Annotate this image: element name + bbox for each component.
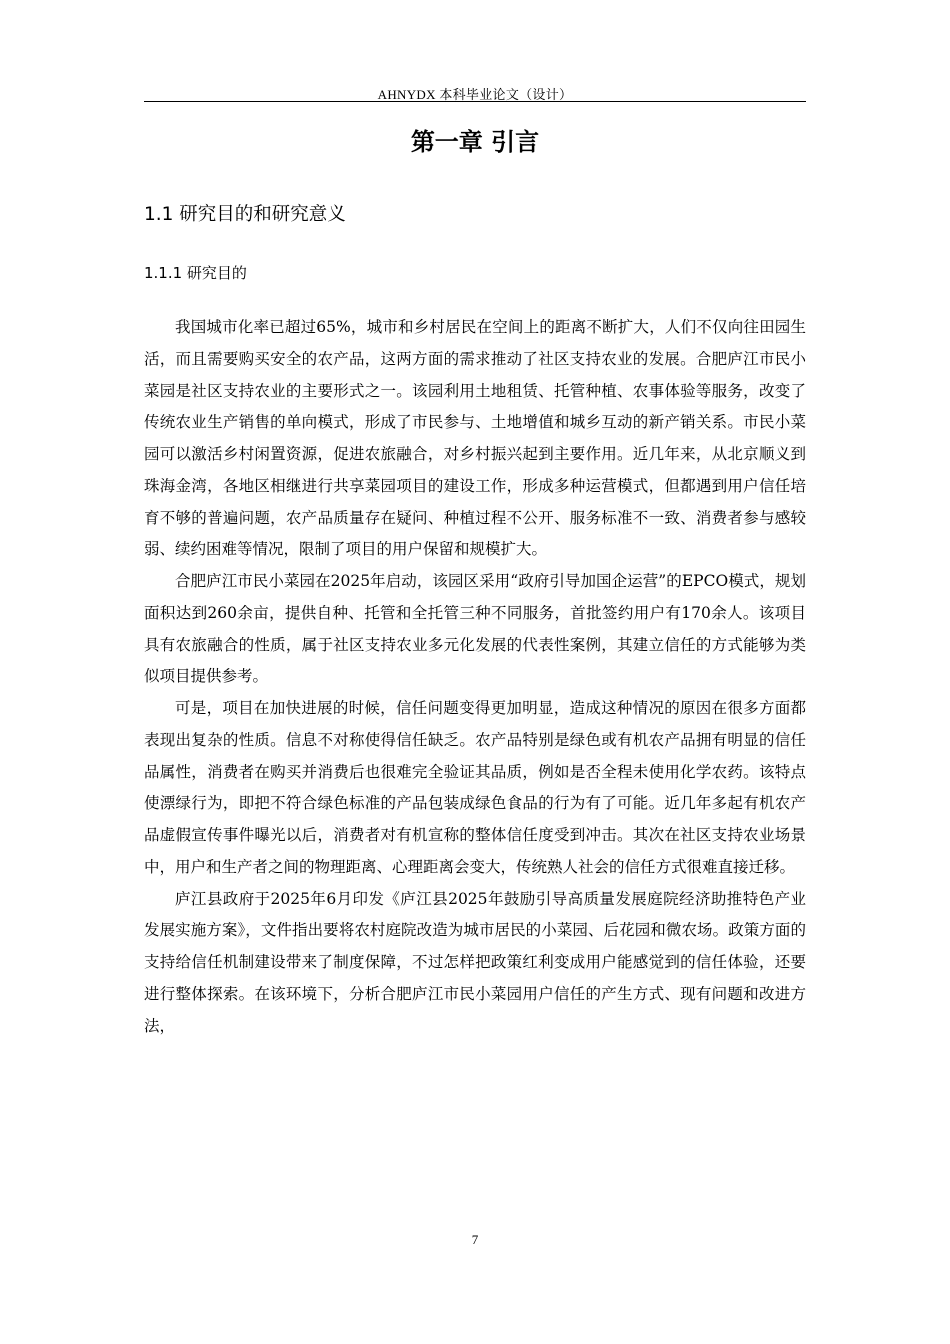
running-header: AHNYDX 本科毕业论文（设计） xyxy=(377,87,573,102)
header-rule xyxy=(144,101,806,102)
section-heading: 1.1 研究目的和研究意义 xyxy=(144,204,346,225)
paragraph: 庐江县政府于2025年6月印发《庐江县2025年鼓励引导高质量发展庭院经济助推特色产业发展实施方案》，文件指出要将农村庭院改造为城市居民的小菜园、后花园和微农场。政策方面的支持给信任机制建设带来了制度保障，不过怎样把政策红利变成用户能感觉到的信任体验，还要进行整体探索。在该环境下，分析合肥庐江市民小菜园用户信任的产生方式、现有问题和改进方法， xyxy=(144,889,806,1035)
body-text xyxy=(144,312,806,1042)
subsection-heading: 1.1.1 研究目的 xyxy=(144,264,247,282)
paragraph: 我国城市化率已超过65%，城市和乡村居民在空间上的距离不断扩大，人们不仅向往田园生活，而且需要购买安全的农产品，这两方面的需求推动了社区支持农业的发展。合肥庐江市民小菜园是社区支持农业的主要形式之一。该园利用土地租赁、托管种植、农事体验等服务，改变了传统农业生产销售的单向模式，形成了市民参与、土地增值和城乡互动的新产销关系。市民小菜园可以激活乡村闲置资源，促进农旅融合，对乡村振兴起到主要作用。近几年来，从北京顺义到珠海金湾，各地区相继进行共享菜园项目的建设工作，形成多种运营模式，但都遇到用户信任培育不够的普遍问题，农产品质量存在疑问、种植过程不公开、服务标准不一致、消费者参与感较弱、续约困难等情况，限制了项目的用户保留和规模扩大。 xyxy=(144,318,806,559)
page-number: 7 xyxy=(471,1232,479,1247)
paragraph: 合肥庐江市民小菜园在2025年启动，该园区采用“政府引导加国企运营”的EPCO模式，规划面积达到260余亩，提供自种、托管和全托管三种不同服务，首批签约用户有170余人。该项目具有农旅融合的性质，属于社区支持农业多元化发展的代表性案例，其建立信任的方式能够为类似项目提供参考。 xyxy=(144,572,806,686)
paragraph: 可是，项目在加快进展的时候，信任问题变得更加明显，造成这种情况的原因在很多方面都表现出复杂的性质。信息不对称使得信任缺乏。农产品特别是绿色或有机农产品拥有明显的信任品属性，消费者在购买并消费后也很难完全验证其品质，例如是否全程未使用化学农药。该特点使漂绿行为，即把不符合绿色标准的产品包装成绿色食品的行为有了可能。近几年多起有机农产品虚假宣传事件曝光以后，消费者对有机宣称的整体信任度受到冲击。其次在社区支持农业场景中，用户和生产者之间的物理距离、心理距离会变大，传统熟人社会的信任方式很难直接迁移。 xyxy=(144,699,806,876)
chapter-title: 第一章 引言 xyxy=(410,128,540,156)
